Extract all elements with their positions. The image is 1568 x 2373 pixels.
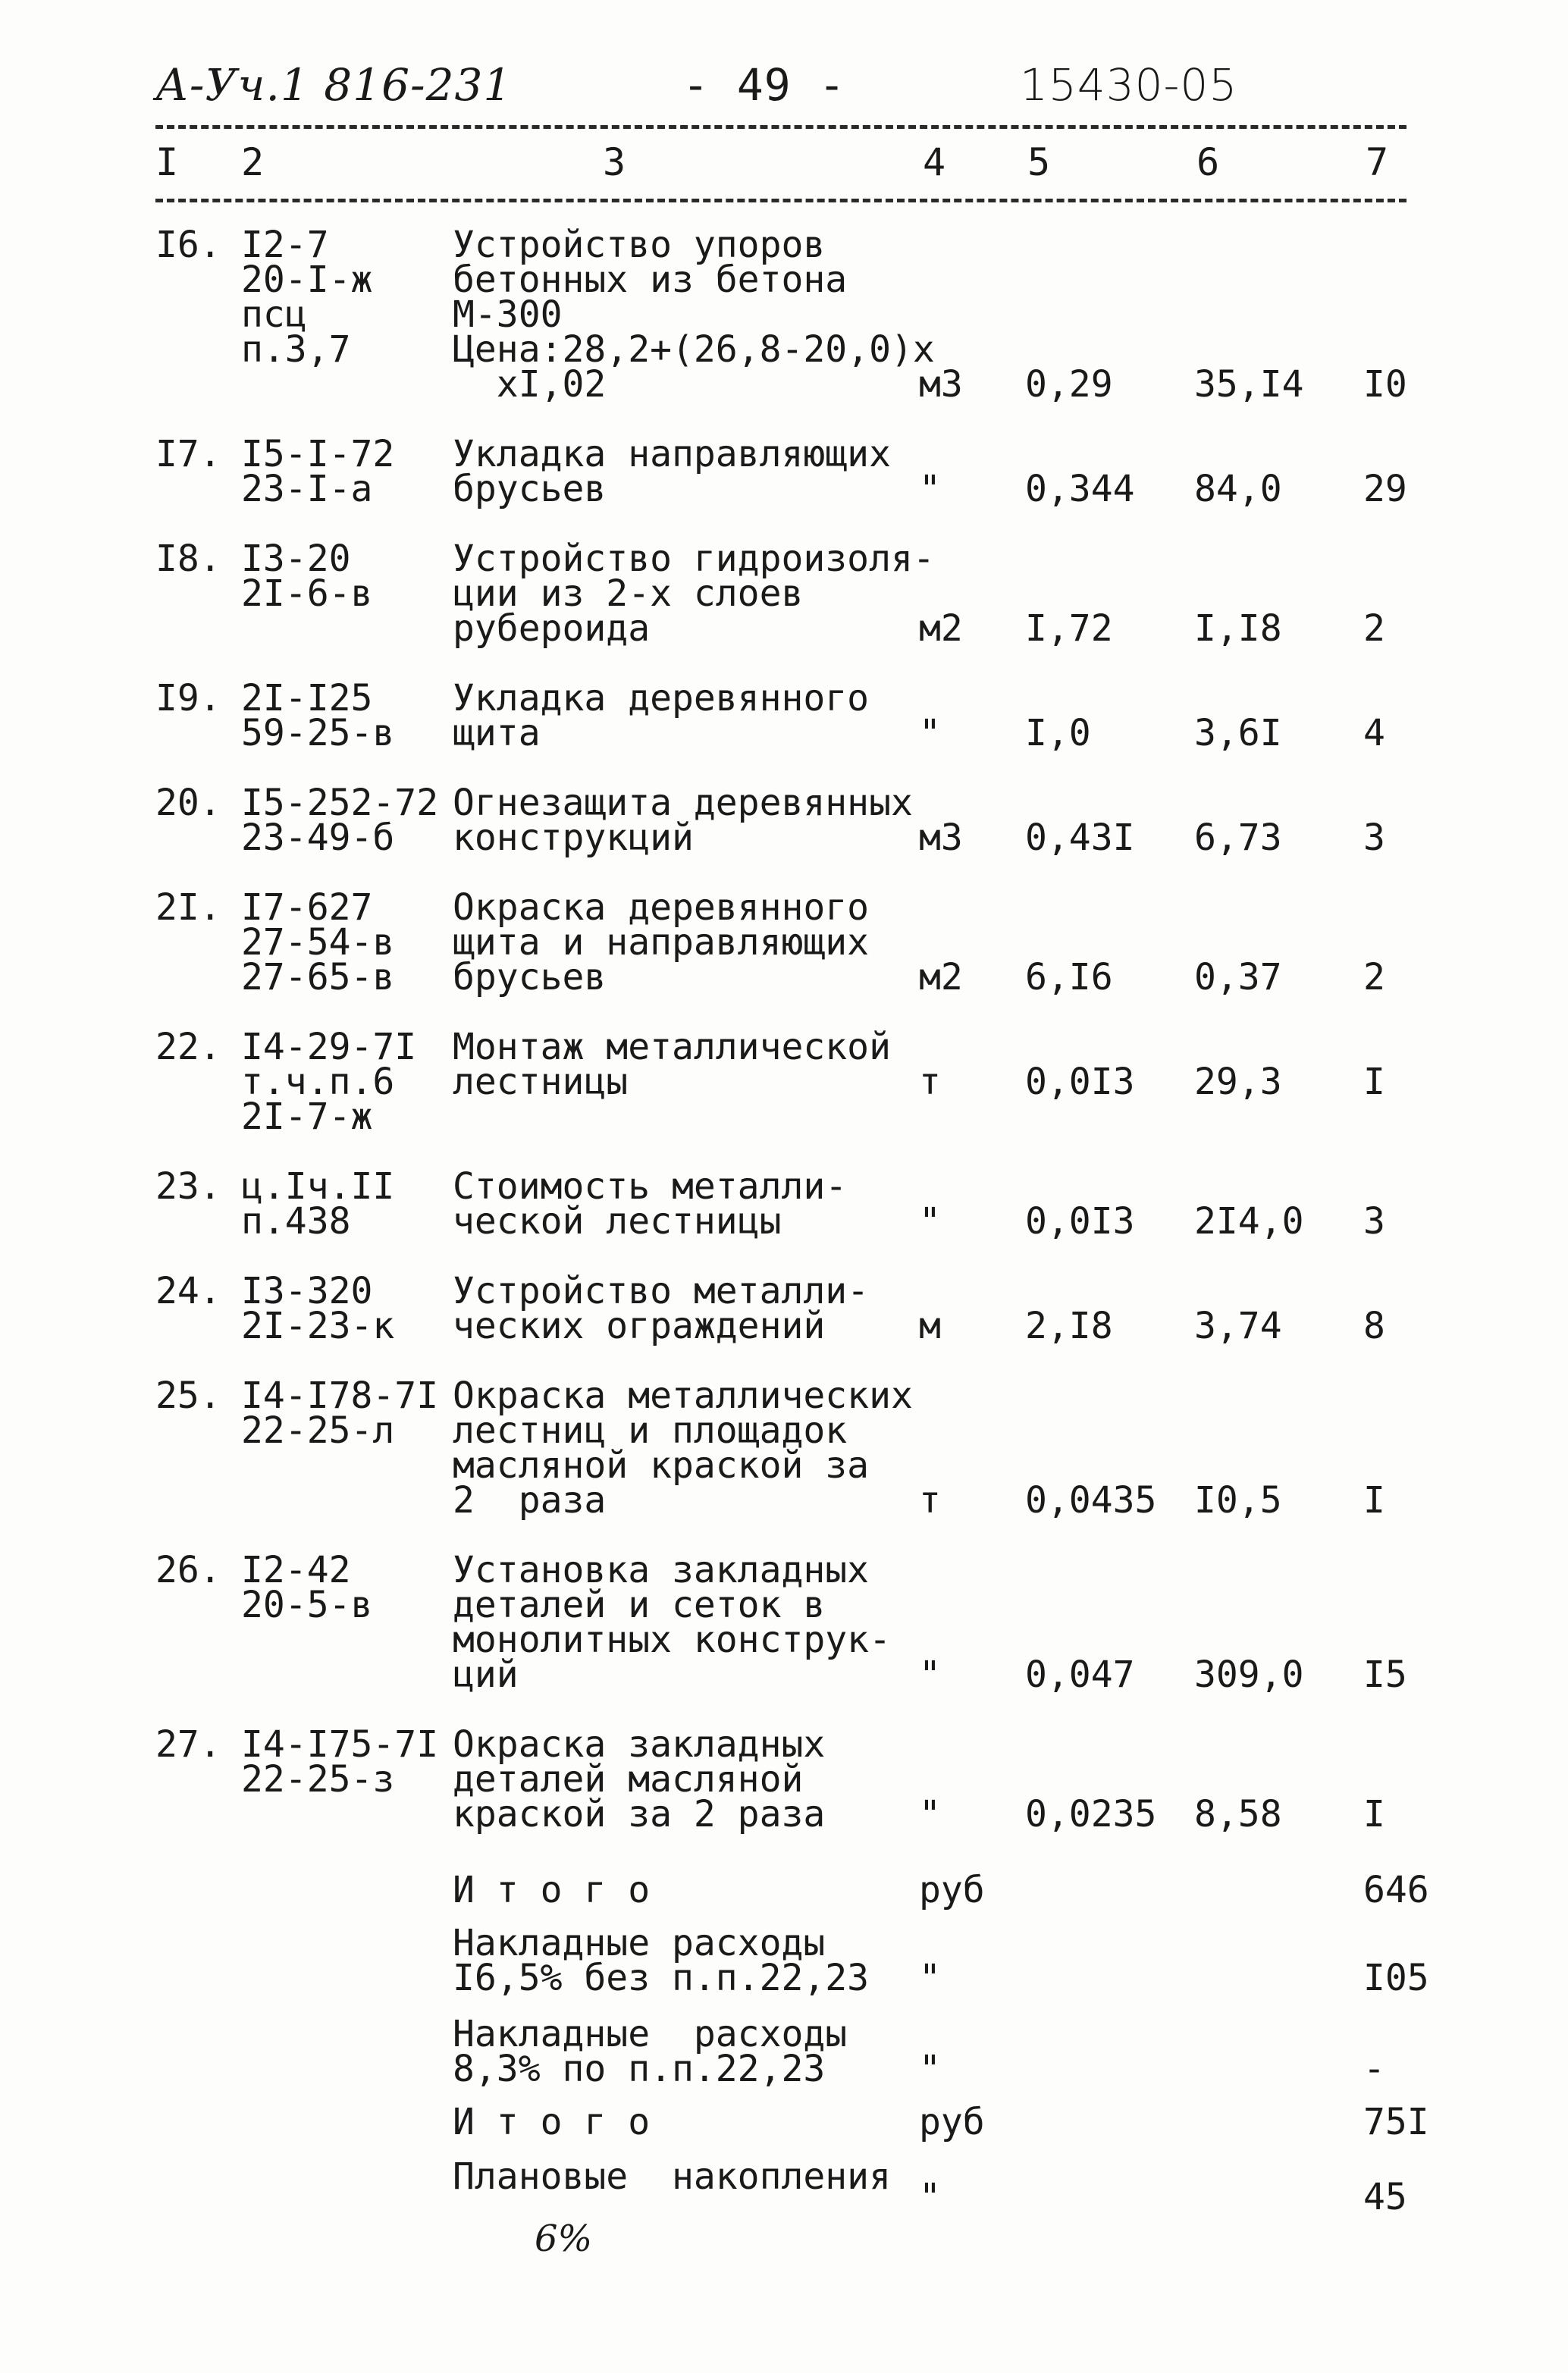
- planned-savings-unit: ": [919, 2176, 941, 2218]
- planned-savings-label: Плановые накопления: [453, 2155, 891, 2198]
- row-price: 0,37: [1194, 956, 1282, 998]
- row-code: 2I-I25 59-25-в: [241, 677, 395, 754]
- row-quantity: 0,29: [1025, 363, 1113, 406]
- column-number-4: 4: [923, 140, 946, 184]
- row-number: I6.: [155, 224, 221, 266]
- row-code: I5-252-72 23-49-б: [241, 782, 439, 859]
- row-price: 3,74: [1194, 1305, 1282, 1347]
- row-number: 22.: [155, 1026, 221, 1068]
- row-code: ц.Iч.II п.438: [241, 1165, 395, 1243]
- row-quantity: 0,43I: [1025, 817, 1135, 859]
- row-description: Устройство упоров бетонных из бетона М-300 Цена:28,2+(26,8-20,0)х хI,02: [453, 224, 935, 406]
- row-description: Окраска металлических лестниц и площадок масляной краской за 2 раза: [453, 1375, 913, 1522]
- document-number: 15430-05: [1020, 59, 1238, 111]
- row-quantity: I,0: [1025, 712, 1091, 754]
- row-code: I7-627 27-54-в 27-65-в: [241, 886, 395, 998]
- row-description: Укладка деревянного щита: [453, 677, 870, 754]
- row-unit: т: [919, 1479, 941, 1522]
- row-description: Монтаж металлической лестницы: [453, 1026, 891, 1103]
- overhead-sum: -: [1363, 2048, 1385, 2090]
- total-label: И т о г о: [453, 2101, 651, 2143]
- row-quantity: I,72: [1025, 607, 1113, 650]
- row-number: I7.: [155, 433, 221, 475]
- column-number-6: 6: [1196, 140, 1220, 184]
- row-sum: I5: [1363, 1654, 1407, 1696]
- row-price: 309,0: [1194, 1654, 1304, 1696]
- row-price: 8,58: [1194, 1793, 1282, 1835]
- row-number: 24.: [155, 1270, 221, 1312]
- row-quantity: 0,0I3: [1025, 1061, 1135, 1103]
- row-number: 27.: [155, 1723, 221, 1766]
- row-quantity: 0,047: [1025, 1654, 1135, 1696]
- row-code: I3-320 2I-23-к: [241, 1270, 395, 1347]
- row-number: 23.: [155, 1165, 221, 1208]
- row-sum: I: [1363, 1793, 1385, 1835]
- row-quantity: 6,I6: [1025, 956, 1113, 998]
- row-unit: ": [919, 1200, 941, 1243]
- overhead-unit: ": [919, 1957, 941, 1999]
- row-unit: м2: [919, 956, 963, 998]
- column-number-3: 3: [603, 140, 626, 184]
- row-quantity: 0,344: [1025, 468, 1135, 510]
- row-description: Устройство металли- ческих ограждений: [453, 1270, 870, 1347]
- row-description: Огнезащита деревянных конструкций: [453, 782, 913, 859]
- planned-savings-sum: 45: [1363, 2176, 1407, 2218]
- row-unit: м3: [919, 363, 963, 406]
- row-price: 2I4,0: [1194, 1200, 1304, 1243]
- row-quantity: 2,I8: [1025, 1305, 1113, 1347]
- row-price: 84,0: [1194, 468, 1282, 510]
- row-sum: I: [1363, 1061, 1385, 1103]
- row-description: Устройство гидроизоля- ции из 2-х слоев рубероида: [453, 538, 935, 650]
- row-sum: I: [1363, 1479, 1385, 1522]
- row-sum: 8: [1363, 1305, 1385, 1347]
- total-unit: руб: [919, 2101, 985, 2143]
- row-quantity: 0,0I3: [1025, 1200, 1135, 1243]
- total-sum: 646: [1363, 1869, 1429, 1911]
- row-sum: 4: [1363, 712, 1385, 754]
- row-number: I9.: [155, 677, 221, 719]
- overhead-sum: I05: [1363, 1957, 1429, 1999]
- column-number-2: 2: [241, 140, 265, 184]
- row-code: I4-29-7I т.ч.п.6 2I-7-ж: [241, 1026, 417, 1138]
- header-divider-top: [155, 125, 1406, 129]
- planned-savings-percent: 6%: [535, 2218, 593, 2260]
- row-unit: м: [919, 1305, 941, 1347]
- document-code: А-Уч.1 816-231: [155, 59, 513, 111]
- row-number: I8.: [155, 538, 221, 580]
- row-quantity: 0,0435: [1025, 1479, 1157, 1522]
- row-unit: м2: [919, 607, 963, 650]
- row-code: I2-7 20-I-ж псц п.3,7: [241, 224, 373, 371]
- total-label: И т о г о: [453, 1869, 651, 1911]
- row-quantity: 0,0235: [1025, 1793, 1157, 1835]
- row-price: 29,3: [1194, 1061, 1282, 1103]
- total-sum: 75I: [1363, 2101, 1429, 2143]
- header-divider-bottom: [155, 199, 1406, 202]
- row-code: I2-42 20-5-в: [241, 1549, 373, 1626]
- total-unit: руб: [919, 1869, 985, 1911]
- row-number: 20.: [155, 782, 221, 824]
- row-sum: 3: [1363, 817, 1385, 859]
- column-number-1: I: [155, 140, 179, 184]
- row-code: I3-20 2I-6-в: [241, 538, 373, 615]
- row-number: 2I.: [155, 886, 221, 929]
- row-code: I4-I78-7I 22-25-л: [241, 1375, 439, 1452]
- row-number: 25.: [155, 1375, 221, 1417]
- row-sum: 2: [1363, 956, 1385, 998]
- column-number-5: 5: [1027, 140, 1051, 184]
- row-unit: ": [919, 1654, 941, 1696]
- row-price: I,I8: [1194, 607, 1282, 650]
- row-unit: т: [919, 1061, 941, 1103]
- row-code: I5-I-72 23-I-а: [241, 433, 395, 510]
- row-description: Окраска закладных деталей масляной краской за 2 раза: [453, 1723, 826, 1835]
- row-description: Окраска деревянного щита и направляющих брусьев: [453, 886, 870, 998]
- row-unit: ": [919, 468, 941, 510]
- row-price: 6,73: [1194, 817, 1282, 859]
- row-price: 3,6I: [1194, 712, 1282, 754]
- row-description: Стоимость металли- ческой лестницы: [453, 1165, 848, 1243]
- row-code: I4-I75-7I 22-25-з: [241, 1723, 439, 1801]
- overhead-unit: ": [919, 2048, 941, 2090]
- overhead-label: Накладные расходы 8,3% по п.п.22,23: [453, 2013, 848, 2090]
- row-sum: 3: [1363, 1200, 1385, 1243]
- row-number: 26.: [155, 1549, 221, 1591]
- row-description: Установка закладных деталей и сеток в монолитных конструк- ций: [453, 1549, 891, 1696]
- row-description: Укладка направляющих брусьев: [453, 433, 891, 510]
- row-price: 35,I4: [1194, 363, 1304, 406]
- row-unit: м3: [919, 817, 963, 859]
- column-number-7: 7: [1366, 140, 1389, 184]
- row-sum: 29: [1363, 468, 1407, 510]
- row-unit: ": [919, 712, 941, 754]
- row-price: I0,5: [1194, 1479, 1282, 1522]
- row-sum: I0: [1363, 363, 1407, 406]
- page-number: - 49 -: [682, 59, 846, 111]
- overhead-label: Накладные расходы I6,5% без п.п.22,23: [453, 1922, 870, 1999]
- row-sum: 2: [1363, 607, 1385, 650]
- row-unit: ": [919, 1793, 941, 1835]
